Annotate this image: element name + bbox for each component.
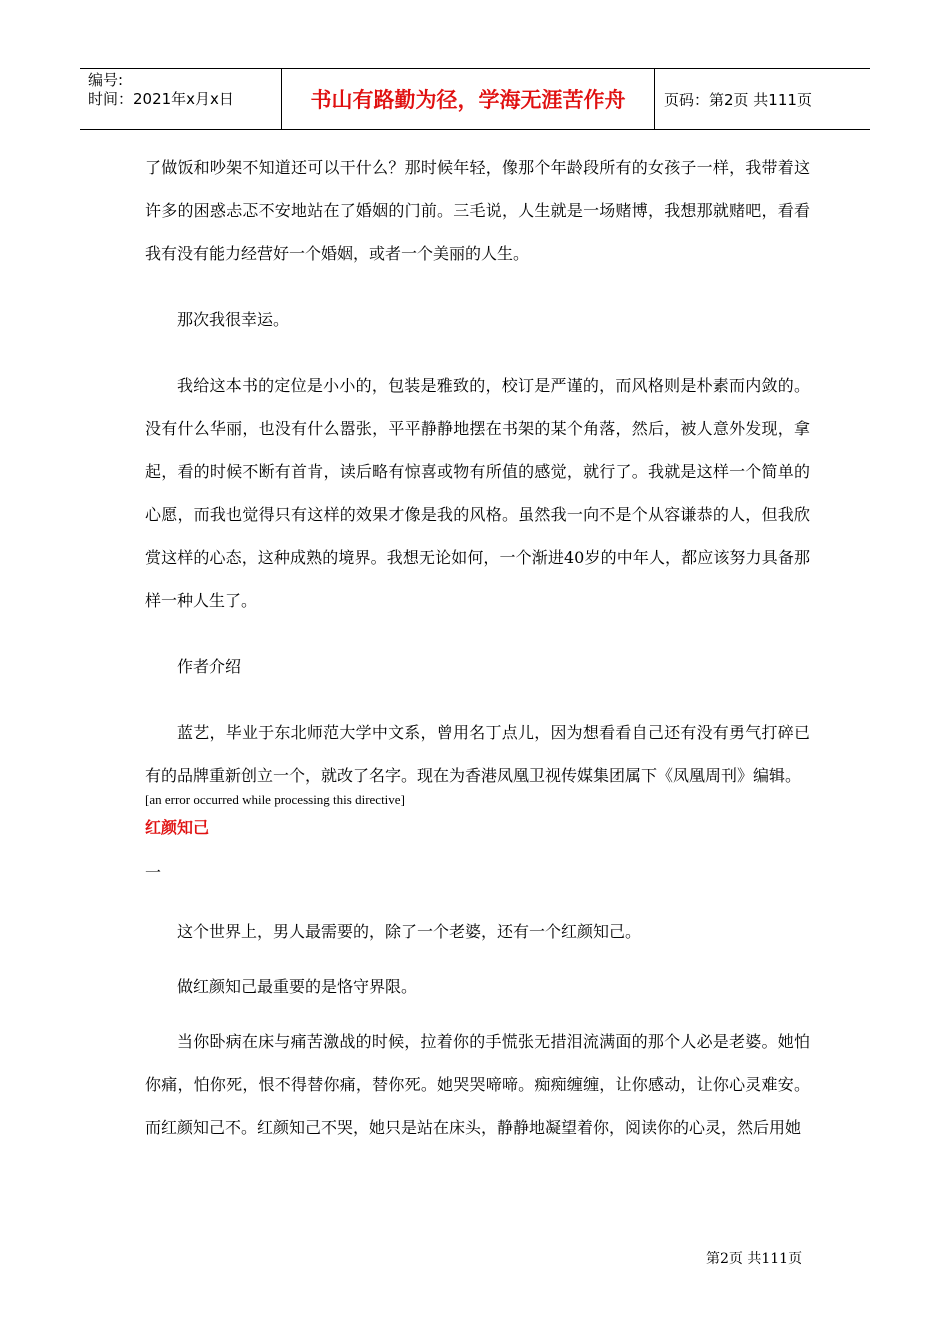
header-motto: 书山有路勤为径，学海无涯苦作舟	[282, 69, 655, 129]
author-intro-heading: 作者介绍	[177, 657, 242, 676]
body-text-block-2	[145, 910, 810, 1149]
paragraph: 我给这本书的定位是小小的，包装是雅致的，校订是严谨的，而风格则是朴素而内敛的。没有什么华丽，也没有什么嚣张，平平静静地摆在书架的某个角落，然后，被人意外发现，拿起，看的时候不断有首肯，读后略有惊喜或物有所值的感觉，就行了。我就是这样一个简单的心愿，而我也觉得只有这样的效果才像是我的风格。虽然我一向不是个从容谦恭的人，但我欣赏这样的心态，这种成熟的境界。我想无论如何，一个渐进40岁的中年人，都应该努力具备那样一种人生了。	[145, 376, 810, 610]
paragraph: 做红颜知己最重要的是恪守界限。	[177, 977, 418, 996]
paragraph: 当你卧病在床与痛苦激战的时候，拉着你的手慌张无措泪流满面的那个人必是老婆。她怕你痛，怕你死，恨不得替你痛，替你死。她哭哭啼啼。痴痴缠缠，让你感动，让你心灵难安。而红颜知己不。红颜知己不哭，她只是站在床头，静静地凝望着你，阅读你的心灵，然后用她	[145, 1032, 810, 1137]
header-page-number: 页码：第2页 共111页	[664, 90, 812, 109]
paragraph: 这个世界上，男人最需要的，除了一个老婆，还有一个红颜知己。	[177, 922, 642, 941]
section-number: 一	[145, 863, 162, 882]
header-meta	[80, 69, 282, 129]
page-footer: 第2页 共111页	[706, 1251, 803, 1267]
document-time-label: 时间：2021年x月x日	[88, 90, 234, 108]
page-header	[80, 68, 870, 130]
document-number-label: 编号:	[88, 71, 124, 89]
section-title: 红颜知己	[145, 818, 210, 837]
paragraph: 蓝艺，毕业于东北师范大学中文系，曾用名丁点儿，因为想看看自己还有没有勇气打碎已有的品牌重新创立一个，就改了名字。现在为香港凤凰卫视传媒集团属下《凤凰周刊》编辑。	[145, 723, 810, 785]
paragraph: 那次我很幸运。	[177, 310, 290, 329]
paragraph: 了做饭和吵架不知道还可以干什么？那时候年轻，像那个年龄段所有的女孩子一样，我带着这许多的困惑忐忑不安地站在了婚姻的门前。三毛说，人生就是一场赌博，我想那就赌吧，看看我有没有能力经营好一个婚姻，或者一个美丽的人生。	[145, 158, 810, 263]
server-directive-error: [an error occurred while processing this directive]	[145, 792, 405, 807]
body-text-block-1	[145, 146, 810, 797]
